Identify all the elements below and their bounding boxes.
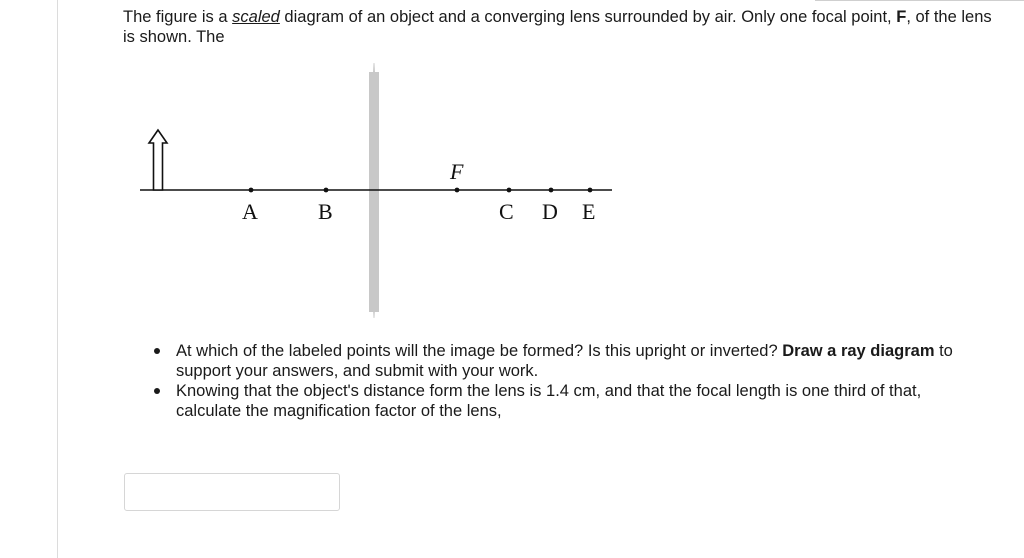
intro-text-3: , of the lens is shown. The	[123, 8, 992, 46]
point-c-dot	[507, 188, 512, 193]
point-a-label: A	[242, 199, 258, 224]
left-divider	[57, 0, 58, 558]
point-b-label: B	[318, 199, 333, 224]
question-item-2	[150, 381, 970, 421]
focal-point-dot	[455, 188, 460, 193]
question-list	[150, 341, 970, 421]
converging-lens-body	[369, 72, 379, 312]
question-2-text: Knowing that the object's distance form the lens is 1.4 cm, and that the focal length is one third of that, calculate the magnification factor of the lens,	[176, 382, 922, 420]
question-1-text-b: to support your answers, and submit with your work.	[176, 342, 953, 380]
intro-text-2: diagram of an object and a converging lens surrounded by air. Only one focal point,	[279, 8, 897, 26]
lens-diagram-svg	[120, 60, 640, 325]
top-edge-line	[815, 0, 1024, 1]
intro-scaled-word: scaled	[232, 8, 280, 26]
bullet-icon	[154, 348, 160, 354]
point-b-dot	[324, 188, 329, 193]
question-1-text-a: At which of the labeled points will the image be formed? Is this upright or inverted?	[176, 342, 783, 360]
answer-input[interactable]	[124, 473, 340, 511]
focal-point-label: F	[450, 159, 464, 184]
question-item-1	[150, 341, 970, 381]
point-d-dot	[549, 188, 554, 193]
point-e-dot	[588, 188, 593, 193]
question-1-bold: Draw a ray diagram	[782, 342, 935, 360]
point-a-dot	[249, 188, 254, 193]
point-e-label: E	[582, 199, 596, 224]
point-d-label: D	[542, 199, 558, 224]
lens-diagram	[120, 60, 640, 325]
point-c-label: C	[499, 199, 514, 224]
bullet-icon	[154, 388, 160, 394]
intro-focal-symbol: F	[896, 8, 907, 26]
question-intro	[123, 7, 1003, 47]
intro-text-1: The figure is a	[123, 8, 233, 26]
object-arrow	[149, 130, 167, 190]
